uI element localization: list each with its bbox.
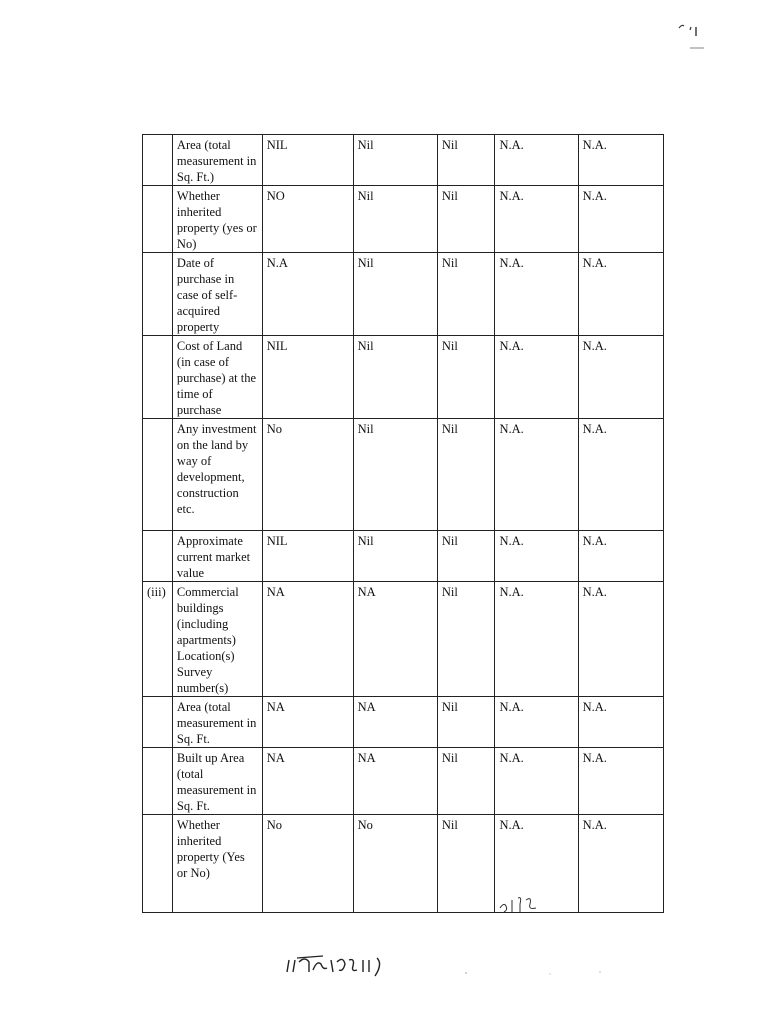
value-cell: Nil	[437, 531, 495, 582]
value-cell: N.A.	[578, 582, 663, 697]
table-row	[143, 582, 664, 697]
scan-specks	[460, 968, 610, 978]
value-cell: Nil	[437, 336, 495, 419]
assets-table-body	[143, 135, 664, 913]
value-cell: N.A.	[495, 253, 578, 336]
value-cell: N.A.	[495, 135, 578, 186]
assets-table	[142, 134, 664, 913]
row-label-cell: Cost of Land (in case of purchase) at the time of purchase	[172, 336, 262, 419]
value-cell: Nil	[353, 135, 437, 186]
table-row	[143, 135, 664, 186]
value-cell: Nil	[353, 336, 437, 419]
row-number-cell: (iii)	[143, 582, 173, 697]
table-row	[143, 748, 664, 815]
value-cell: NO	[262, 186, 353, 253]
value-cell: N.A.	[578, 419, 663, 531]
row-label-cell: Commercial buildings (including apartments) Location(s) Survey number(s)	[172, 582, 262, 697]
value-cell: NA	[353, 697, 437, 748]
table-row	[143, 419, 664, 531]
row-number-cell	[143, 748, 173, 815]
value-cell: Nil	[437, 253, 495, 336]
handwritten-initials-near-table	[496, 890, 556, 916]
value-cell: N.A.	[495, 697, 578, 748]
value-cell: N.A.	[578, 253, 663, 336]
table-row	[143, 253, 664, 336]
value-cell: NA	[262, 582, 353, 697]
row-number-cell	[143, 135, 173, 186]
value-cell: NA	[353, 582, 437, 697]
row-number-cell	[143, 336, 173, 419]
value-cell: N.A.	[578, 815, 663, 913]
row-label-cell: Area (total measurement in Sq. Ft.)	[172, 135, 262, 186]
value-cell: NIL	[262, 135, 353, 186]
row-number-cell	[143, 419, 173, 531]
value-cell: N.A.	[578, 186, 663, 253]
table-row	[143, 336, 664, 419]
value-cell: Nil	[437, 186, 495, 253]
value-cell: N.A.	[578, 748, 663, 815]
value-cell: N.A.	[495, 419, 578, 531]
row-number-cell	[143, 531, 173, 582]
value-cell: No	[353, 815, 437, 913]
value-cell: Nil	[437, 815, 495, 913]
row-label-cell: Whether inherited property (yes or No)	[172, 186, 262, 253]
table-row	[143, 697, 664, 748]
value-cell: NIL	[262, 336, 353, 419]
row-label-cell: Date of purchase in case of self-acquired property	[172, 253, 262, 336]
value-cell: Nil	[437, 748, 495, 815]
row-label-cell: Any investment on the land by way of development, construction etc.	[172, 419, 262, 531]
row-number-cell	[143, 697, 173, 748]
corner-handwritten-mark	[676, 22, 706, 54]
value-cell: Nil	[353, 531, 437, 582]
value-cell: N.A.	[578, 531, 663, 582]
row-number-cell	[143, 186, 173, 253]
row-label-cell: Approximate current market value	[172, 531, 262, 582]
row-number-cell	[143, 815, 173, 913]
row-label-cell: Built up Area (total measurement in Sq. Ft.	[172, 748, 262, 815]
value-cell: Nil	[353, 186, 437, 253]
row-number-cell	[143, 253, 173, 336]
value-cell: NIL	[262, 531, 353, 582]
value-cell: Nil	[437, 419, 495, 531]
value-cell: N.A.	[495, 748, 578, 815]
value-cell: N.A	[262, 253, 353, 336]
value-cell: Nil	[353, 419, 437, 531]
value-cell: No	[262, 419, 353, 531]
value-cell: NA	[353, 748, 437, 815]
value-cell: NA	[262, 748, 353, 815]
handwritten-signature	[283, 950, 393, 978]
value-cell: N.A.	[578, 697, 663, 748]
row-label-cell: Whether inherited property (Yes or No)	[172, 815, 262, 913]
table-row	[143, 815, 664, 913]
value-cell: N.A.	[495, 531, 578, 582]
table-row	[143, 531, 664, 582]
value-cell: Nil	[437, 582, 495, 697]
value-cell: Nil	[437, 135, 495, 186]
table-row	[143, 186, 664, 253]
value-cell: N.A.	[495, 815, 578, 913]
value-cell: Nil	[353, 253, 437, 336]
row-label-cell: Area (total measurement in Sq. Ft.	[172, 697, 262, 748]
value-cell: NA	[262, 697, 353, 748]
value-cell: N.A.	[495, 582, 578, 697]
value-cell: N.A.	[578, 135, 663, 186]
value-cell: N.A.	[495, 336, 578, 419]
value-cell: No	[262, 815, 353, 913]
value-cell: N.A.	[495, 186, 578, 253]
value-cell: Nil	[437, 697, 495, 748]
value-cell: N.A.	[578, 336, 663, 419]
